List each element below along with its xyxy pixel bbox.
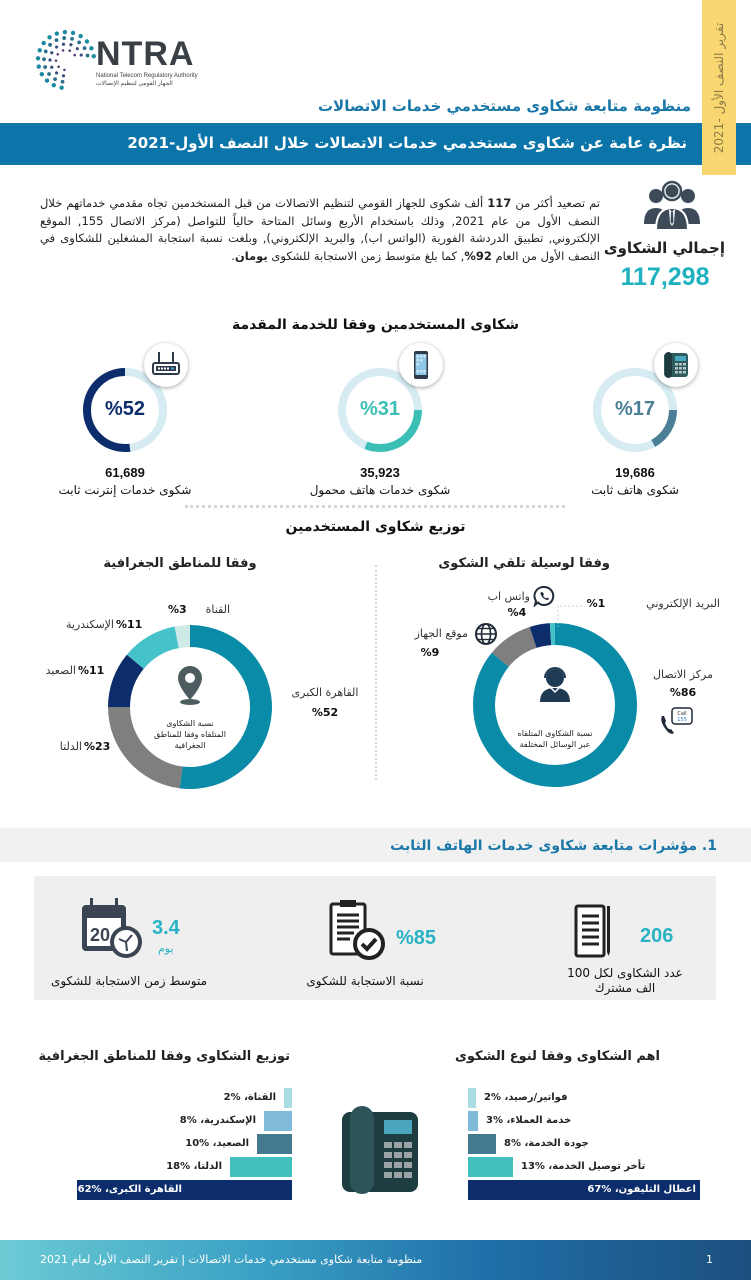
intro-number-1: 117 (487, 196, 512, 210)
services-title: شكاوى المستخدمين وفقا للخدمة المقدمة (231, 317, 520, 333)
types-chart-bar-3 (468, 1157, 513, 1177)
types-bar-chart (468, 1088, 708, 1203)
banner-title: نظرة عامة عن شكاوى مستخدمي خدمات الاتصالات خلال النصف الأول-2021 (127, 134, 687, 152)
call-155-icon (658, 706, 694, 736)
logo-dot (62, 43, 65, 46)
types-chart-bar-1 (468, 1111, 478, 1131)
landline-phone-icon (661, 350, 691, 380)
call-badge-line-2: 155 (677, 717, 687, 723)
regions-chart-bar-2 (257, 1134, 292, 1154)
channels-title: وفقا لوسيلة تلقي الشكوى (438, 556, 610, 571)
logo-dot (76, 47, 79, 50)
total-complaints-label: إجمالي الشكاوى (603, 239, 725, 257)
logo-dot (36, 56, 40, 60)
logo-dot (68, 49, 71, 52)
regions-center-line-2: المتلقاه وفقا للمناطق (154, 730, 226, 739)
logo-dot (59, 85, 63, 89)
channels-center-label (505, 728, 605, 750)
logo-dot (48, 43, 52, 47)
column-divider (375, 565, 377, 780)
types-chart-bar-0 (468, 1088, 476, 1108)
types-chart-title: اهم الشكاوى وفقا لنوع الشكوى (454, 1049, 660, 1064)
region-label-upper-egypt: الصعيد (45, 664, 76, 677)
total-complaints-value: 117,298 (620, 263, 710, 291)
email-leader-line (552, 602, 584, 628)
landline-badge (654, 343, 698, 387)
service-landline (550, 365, 720, 498)
types-chart-bar-label-0: فواتير/رصيد، %2 (484, 1092, 568, 1103)
regions-chart-bar-0 (284, 1088, 292, 1108)
logo-dot (73, 54, 76, 57)
logo-dot (70, 37, 74, 41)
types-chart-bar-2 (468, 1134, 496, 1154)
title-banner-edge (736, 123, 751, 165)
service-internet (40, 365, 210, 498)
landline-phone-illustration-icon (340, 1106, 420, 1194)
internet-label: شكوى خدمات إنترنت ثابت (58, 483, 192, 497)
logo-subtitle-en: National Telecom Regulatory Authority (96, 73, 198, 79)
types-chart-bar-label-1: خدمة العملاء، %3 (486, 1115, 572, 1126)
mobile-count: 35,923 (360, 465, 400, 480)
notepad-icon (574, 902, 612, 958)
logo-dot (62, 49, 65, 52)
kpi-complaints-per-100k-value: 206 (640, 925, 674, 947)
regions-chart-bar-1 (264, 1111, 292, 1131)
channels-center-line-1: نسبة الشكاوى المتلقاه (517, 729, 593, 738)
types-chart-bar-label-3: تأخر توصيل الخدمة، %13 (521, 1161, 646, 1172)
logo-dot (77, 40, 81, 44)
logo-dot (57, 65, 60, 68)
mobile-phone-icon (406, 350, 436, 380)
logo-dot (56, 53, 59, 56)
logo-dot (62, 36, 66, 40)
channel-pct-callcenter: %86 (669, 686, 697, 699)
regions-chart-bar-label-0: القناة، %2 (223, 1092, 276, 1103)
types-chart-bar-label-2: جودة الخدمة، %8 (504, 1138, 589, 1149)
logo-dot (61, 80, 65, 84)
page-number: 1 (706, 1253, 713, 1266)
intro-text-1: تم تصعيد أكثر من (515, 196, 601, 210)
mobile-badge (399, 343, 443, 387)
logo-dot (63, 30, 67, 34)
kpi-complaints-per-100k-label (555, 966, 695, 996)
logo-subtitle-ar: الجهاز القومي لتنظيم الإتصالات (96, 81, 173, 87)
channel-label-website: موقع الجهاز (414, 627, 468, 640)
calendar-clock-icon (80, 896, 148, 962)
region-pct-upper-egypt: %11 (78, 664, 105, 677)
logo-dot (48, 58, 51, 61)
logo-dot (86, 54, 90, 58)
call-badge-line-1: Call (677, 711, 687, 717)
kpi-response-rate-value: %85 (396, 927, 437, 949)
landline-pct: %17 (614, 398, 656, 420)
mobile-label: شكوى خدمات هاتف محمول (309, 483, 451, 497)
mobile-pct: %31 (359, 398, 401, 420)
regions-chart-bar-label-3: الدلتا، %18 (166, 1161, 222, 1172)
system-title: منظومة متابعة شكاوى مستخدمي خدمات الاتصالات (317, 97, 691, 115)
logo-dot (53, 77, 57, 81)
landline-count: 19,686 (615, 465, 655, 480)
logo-dot (50, 51, 53, 54)
region-pct-canal: %3 (168, 603, 187, 616)
regions-title: وفقا للمناطق الجغرافية (103, 556, 257, 571)
region-label-alexandria: الإسكندرية (66, 618, 114, 631)
kpi-avg-response-time-value: 3.4 (152, 917, 180, 939)
logo-dot (47, 72, 51, 76)
channel-pct-website: %9 (420, 646, 440, 659)
channel-label-email: البريد الإلكتروني (646, 597, 720, 610)
calendar-day: 20 (90, 925, 111, 945)
logo-dot (80, 53, 83, 56)
logo-dot (47, 35, 51, 39)
intro-number-2: 92% (464, 248, 492, 263)
channel-label-callcenter: مركز الاتصال (652, 668, 714, 681)
region-slice-0 (180, 625, 272, 789)
kpi-response-rate-label: نسبة الاستجابة للشكوى (306, 974, 424, 988)
globe-icon (472, 622, 500, 646)
side-tab-label: تقرير النصف الأول -2021 (712, 22, 726, 153)
region-pct-cairo: %52 (311, 706, 339, 719)
region-pct-alexandria: %11 (116, 618, 143, 631)
logo-dot (55, 71, 58, 74)
kpi-avg-response-time-label: متوسط زمن الاستجابة للشكوى (50, 974, 208, 988)
logo-dot (43, 65, 47, 69)
intro-text-2: ألف شكوى للجهاز القومي لتنظيم الاتصالات من قبل المستخدمين تجاه مقدمي خدماتهم خلال النصف الأول من عام 2021, وذلك باستخدام الأربع وسائل المتاحة حالياً للتواصل (مركز الاتصال 155, الموقع الإلكتروني, تطبيق الدردشة الفورية (الواتس اب), والبريد الإلكتروني), وبلغت نسبة استجابة المشغلين للشكاوى في النصف الأول من العام (40, 196, 600, 263)
service-mobile (295, 365, 465, 498)
location-pin-icon (178, 666, 202, 705)
logo-dot (45, 78, 49, 82)
internet-badge (144, 343, 188, 387)
region-label-delta: الدلتا (59, 740, 82, 753)
logo-dot (55, 45, 58, 48)
logo-dot (55, 38, 59, 42)
intro-paragraph (40, 195, 600, 265)
channel-pct-whatsapp: %4 (507, 606, 527, 619)
channel-pct-email: %1 (586, 597, 606, 610)
channels-center-line-2: عبر الوسائل المختلفة (519, 740, 591, 749)
logo-dot (55, 59, 58, 62)
types-chart-bar-label-4: اعطال التليفون، %67 (587, 1184, 696, 1195)
logo-dot (83, 46, 87, 50)
router-icon (150, 350, 182, 380)
logo-dot (78, 34, 82, 38)
logo-dot (44, 50, 48, 54)
logo-dot (40, 72, 44, 76)
call-center-agent-icon (540, 668, 570, 702)
landline-label: شكوى هاتف ثابت (591, 483, 679, 497)
regions-center-line-1: نسبة الشكاوى (166, 719, 214, 728)
channel-label-whatsapp: واتس اب (487, 590, 530, 603)
region-label-cairo: القاهرة الكبرى (291, 686, 359, 699)
regions-center-line-3: الجغرافية (174, 741, 206, 750)
logo-dot (42, 57, 46, 61)
intro-text-3: , كما بلغ متوسط زمن الاستجابة للشكوى (271, 248, 465, 263)
region-label-canal: القناة (205, 603, 230, 616)
logo-dot (37, 64, 41, 68)
logo-dot (55, 31, 59, 35)
kpi-1-label-line-1: عدد الشكاوى لكل 100 (567, 966, 683, 980)
logo-dot (62, 74, 65, 77)
report-side-tab (702, 0, 736, 175)
logo-dot (89, 46, 93, 50)
regions-chart-bar-label-2: الصعيد، %10 (185, 1138, 249, 1149)
section-divider (185, 505, 565, 508)
footer-text: منظومة متابعة شكاوى مستخدمي خدمات الاتصالات | تقرير النصف الأول لعام 2021 (40, 1253, 423, 1266)
regions-center-label (140, 718, 240, 751)
clipboard-check-icon (328, 898, 390, 962)
fixed-phone-title: 1. مؤشرات متابعة شكاوى خدمات الهاتف الثابت (390, 838, 717, 854)
kpi-1-label-line-2: الف مشترك (594, 981, 656, 995)
distribution-title: توزيع شكاوى المستخدمين (285, 519, 466, 535)
internet-count: 61,689 (105, 465, 145, 480)
regions-bar-chart (77, 1088, 292, 1203)
intro-text-end: . (231, 248, 235, 263)
logo-dot (85, 39, 89, 43)
logo-dot (63, 69, 66, 72)
region-pct-delta: %23 (84, 740, 111, 753)
logo-dot (50, 66, 53, 69)
regions-donut-chart (105, 622, 275, 792)
logo-dot (38, 48, 42, 52)
kpi-avg-response-time-unit: يوم (158, 942, 174, 955)
internet-pct: %52 (104, 398, 146, 420)
logo-dot (52, 83, 56, 87)
ntra-logo-icon (34, 28, 98, 92)
logo-dot (71, 31, 75, 35)
intro-number-3: يومان (234, 248, 268, 263)
users-group-icon (642, 180, 702, 230)
regions-chart-title: توزيع الشكاوى وفقا للمناطق الجغرافية (38, 1049, 290, 1064)
regions-chart-bar-label-4: القاهرة الكبرى، %62 (77, 1184, 182, 1195)
logo-dot (69, 43, 72, 46)
logo-name: NTRA (96, 35, 195, 73)
regions-chart-bar-3 (230, 1157, 292, 1177)
logo-dot (41, 41, 45, 45)
regions-chart-bar-label-1: الإسكندرية، %8 (179, 1115, 256, 1126)
